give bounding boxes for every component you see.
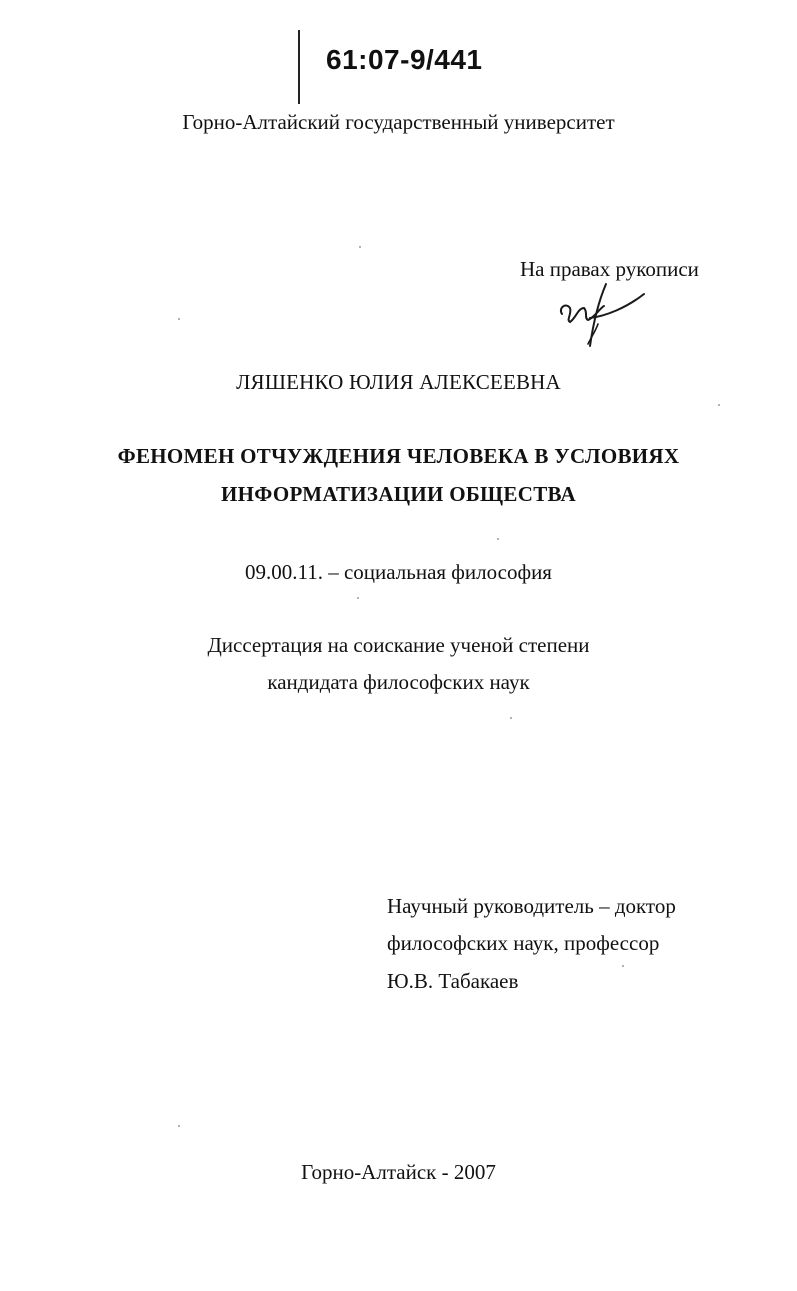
scan-speck — [497, 538, 499, 540]
supervisor-name: Ю.В. Табакаев — [387, 969, 519, 993]
specialty-code: 09.00.11. – социальная философия — [245, 560, 552, 584]
scan-speck — [359, 246, 361, 248]
dissertation-title-line-2: ИНФОРМАТИЗАЦИИ ОБЩЕСТВА — [221, 482, 576, 506]
scan-speck — [622, 965, 624, 967]
manuscript-note: На правах рукописи — [520, 257, 699, 281]
degree-line-1: Диссертация на соискание ученой степени — [207, 633, 590, 657]
scan-speck — [178, 1125, 180, 1127]
author-name: ЛЯШЕНКО ЮЛИЯ АЛЕКСЕЕВНА — [236, 370, 561, 394]
supervisor-line-1: Научный руководитель – доктор — [387, 894, 676, 918]
scan-speck — [718, 404, 720, 406]
stamp-bar — [298, 30, 300, 104]
signature-icon — [548, 278, 658, 350]
scan-speck — [178, 318, 180, 320]
supervisor-line-2: философских наук, профессор — [387, 931, 660, 955]
degree-line-2: кандидата философских наук — [267, 670, 530, 694]
university-name: Горно-Алтайский государственный университет — [182, 110, 615, 134]
scan-speck — [357, 597, 359, 599]
scan-speck — [510, 717, 512, 719]
dissertation-title-line-1: ФЕНОМЕН ОТЧУЖДЕНИЯ ЧЕЛОВЕКА В УСЛОВИЯХ — [117, 444, 680, 468]
archive-code: 61:07-9/441 — [326, 44, 483, 75]
city-year: Горно-Алтайск - 2007 — [301, 1160, 496, 1184]
